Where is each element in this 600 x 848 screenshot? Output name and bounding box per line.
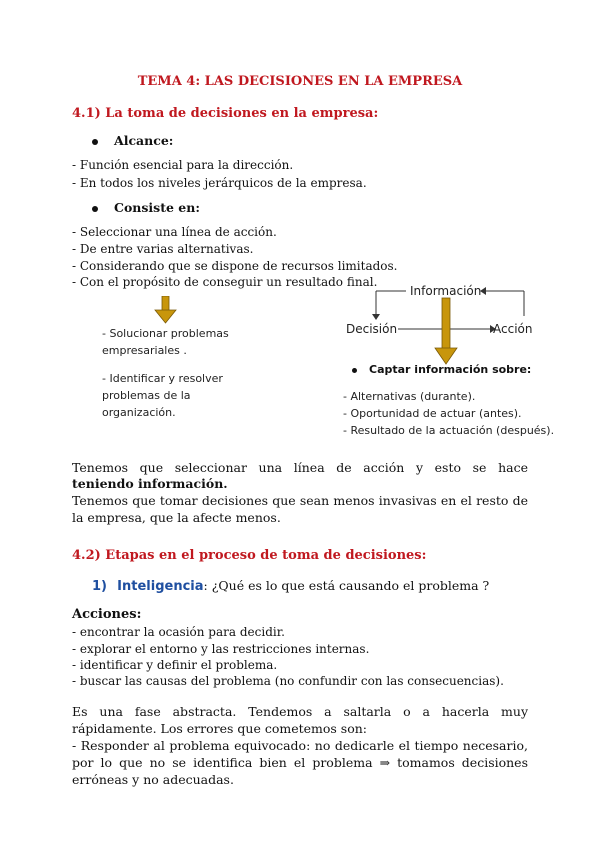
step-1 bbox=[92, 575, 489, 594]
consiste-bullet bbox=[92, 200, 200, 215]
acciones-item: - identificar y definir el problema. bbox=[72, 658, 278, 672]
captar-item: - Oportunidad de actuar (antes). bbox=[343, 407, 522, 420]
diagram-informacion: Información bbox=[410, 284, 482, 298]
step-question: : ¿Qué es lo que está causando el problema ? bbox=[203, 578, 490, 593]
left-box-item: empresariales . bbox=[102, 344, 187, 357]
paragraph-error: - Responder al problema equivocado: no dedicarle el tiempo necesario, por lo que no se identifica bien el problema ⇒ tomamos decisiones erróneas y no adecuadas. bbox=[72, 738, 528, 787]
step-name: Inteligencia bbox=[117, 579, 204, 594]
bullet-icon bbox=[92, 206, 98, 212]
paragraph-informacion bbox=[72, 460, 528, 476]
section-1-heading: 4.1) La toma de decisiones en la empresa: bbox=[72, 106, 379, 121]
captar-label: Captar información sobre: bbox=[369, 363, 532, 376]
consiste-label: Consiste en: bbox=[114, 200, 200, 215]
step-number: 1) bbox=[92, 579, 107, 594]
bullet-icon bbox=[92, 139, 98, 145]
acciones-item: - buscar las causas del problema (no confundir con las consecuencias). bbox=[72, 674, 504, 688]
alcance-bullet bbox=[92, 133, 173, 148]
captar-item: - Alternativas (durante). bbox=[343, 390, 476, 403]
page-title: TEMA 4: LAS DECISIONES EN LA EMPRESA bbox=[137, 74, 463, 89]
acciones-label: Acciones: bbox=[72, 607, 142, 622]
paragraph-informacion-text: Tenemos que seleccionar una línea de acción y esto se hace bbox=[72, 460, 528, 475]
diagram-accion: Acción bbox=[493, 322, 533, 336]
paragraph-abstracta: Es una fase abstracta. Tendemos a saltarla o a hacerla muy rápidamente. Los errores que cometemos son: bbox=[72, 704, 528, 736]
left-box-item: problemas de la bbox=[102, 389, 191, 402]
consiste-item: - Considerando que se dispone de recursos limitados. bbox=[72, 259, 398, 273]
paragraph-bold-text: teniendo información. bbox=[72, 476, 228, 491]
paragraph-informacion-bold bbox=[72, 476, 528, 492]
acciones-item: - encontrar la ocasión para decidir. bbox=[72, 625, 285, 639]
consiste-item: - Seleccionar una línea de acción. bbox=[72, 225, 277, 239]
alcance-item: - En todos los niveles jerárquicos de la empresa. bbox=[72, 176, 367, 190]
alcance-label: Alcance: bbox=[114, 133, 174, 148]
left-box-item: organización. bbox=[102, 406, 176, 419]
down-arrow-icon bbox=[154, 296, 178, 324]
paragraph-invasivas: Tenemos que tomar decisiones que sean menos invasivas en el resto de la empresa, que la afecte menos. bbox=[72, 493, 528, 525]
left-box-item: - Solucionar problemas bbox=[102, 327, 229, 340]
acciones-item: - explorar el entorno y las restricciones internas. bbox=[72, 642, 370, 656]
diagram-decision: Decisión bbox=[346, 322, 398, 336]
alcance-item: - Función esencial para la dirección. bbox=[72, 158, 294, 172]
bullet-icon bbox=[352, 368, 357, 373]
captar-bullet bbox=[352, 363, 531, 376]
captar-item: - Resultado de la actuación (después). bbox=[343, 424, 555, 437]
consiste-item: - De entre varias alternativas. bbox=[72, 242, 254, 256]
consiste-item: - Con el propósito de conseguir un resultado final. bbox=[72, 275, 378, 289]
section-2-heading: 4.2) Etapas en el proceso de toma de decisiones: bbox=[72, 548, 427, 563]
left-box-item: - Identificar y resolver bbox=[102, 372, 223, 385]
